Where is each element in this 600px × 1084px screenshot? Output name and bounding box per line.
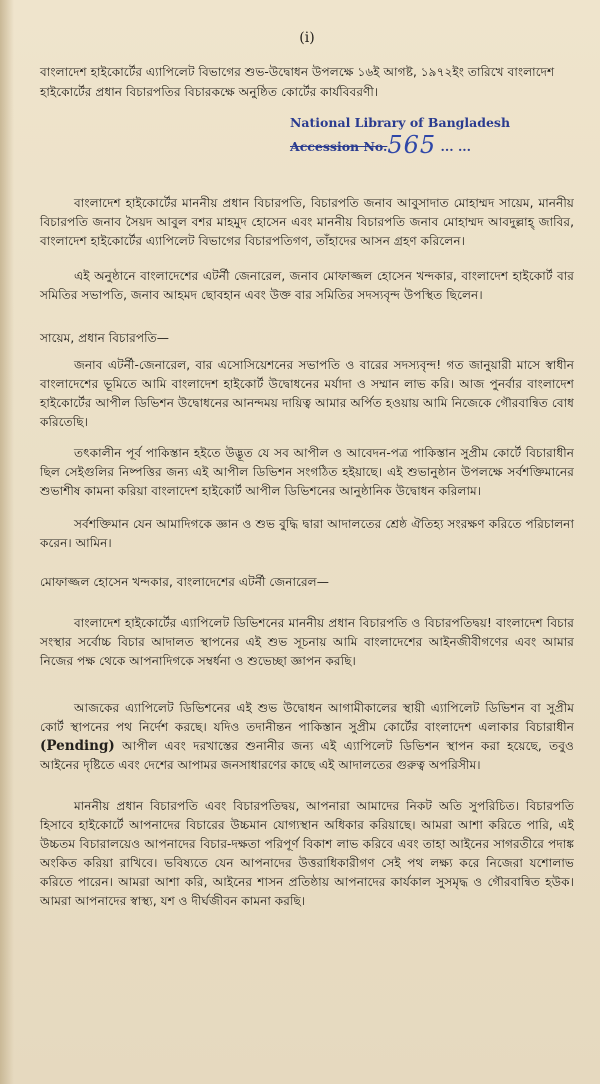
- paragraph-ag-significance: [40, 699, 574, 775]
- stamp-accession-line: [290, 131, 574, 159]
- paragraph-ag-wishes: মাননীয় প্রধান বিচারপতি এবং বিচারপতিদ্বয়, আপনারা আমাদের নিকট অতি সুপরিচিত। বিচারপতি হিসাবে হাইকোর্টে আপনাদের বিচারের উচ্চমান যোগ্যস্থান অধিকার করিয়াছে। আমরা আশা করিতে পারি, এই উচ্চতম বিচারালয়েও আপনাদের বিচার-দক্ষতা পরিপূর্ণ বিকাশ লাভ করিবে এবং তাহা আইনের সাগরতীরে পদাঙ্ক অংকিত করিয়া রাখিবে। ভবিষ্যতে যেন আপনাদের উত্তরাধিকারীগণ সেই পথ লক্ষ্য করে নিজেরা যশোলাভ করিতে পারেন। আমরা আশা করি, আইনের শাসন প্রতিষ্ঠায় আপনাদের কার্যকাল সুসমৃদ্ধ ও গৌরবান্বিত হউক। আমরা আপনাদের স্বাস্থ্য, যশ ও দীর্ঘজীবন কামনা করছি।: [40, 799, 574, 908]
- page-number: (i): [299, 30, 315, 46]
- paragraph-cj-inauguration: তৎকালীন পূর্ব পাকিস্তান হইতে উদ্ভূত যে সব আপীল ও আবেদন-পত্র পাকিস্তান সুপ্রীম কোর্টে বিচারাধীন ছিল সেইগুলির নিষ্পত্তির জন্য এই আপীল ডিভিশন সংগঠিত হইয়াছে। এই শুভানুষ্ঠান উপলক্ষে সর্বশক্তিমানের শুভাশীষ কামনা করিয়া বাংলাদেশ হাইকোর্ট আপীল ডিভিশনের আনুষ্ঠানিক উদ্বোধন করিলাম।: [40, 446, 574, 498]
- speaker-heading-attorney-general: মোফাজ্জল হোসেন খন্দকার, বাংলাদেশের এটর্নী জেনারেল—: [40, 575, 329, 589]
- p7-pending-term: (Pending): [40, 738, 115, 754]
- stamp-accession-label: Accession No.: [290, 139, 388, 154]
- library-stamp: [290, 112, 574, 158]
- stamp-dots: ... ...: [436, 139, 472, 154]
- p7-text-after: আপীল এবং দরখাস্তের শুনানীর জন্য এই এ্যাপিলেট ডিভিশন স্থাপন করা হয়েছে, তবুও আইনের দৃষ্টিতে এবং দেশের আপামর জনসাধারণের কাছে এই আদালতের গুরুত্ব অপরিসীম।: [40, 739, 574, 772]
- intro-caption: বাংলাদেশ হাইকোর্টের এ্যাপিলেট বিভাগের শুভ-উদ্বোধন উপলক্ষে ১৬ই আগষ্ট, ১৯৭২ইং তারিখে বাংলাদেশ হাইকোর্টের প্রধান বিচারপতির বিচারকক্ষে অনুষ্ঠিত কোর্টের কার্যবিবরণী।: [40, 65, 555, 99]
- paragraph-justices-seated: বাংলাদেশ হাইকোর্টের মাননীয় প্রধান বিচারপতি, বিচারপতি জনাব আবুসাদাত মোহাম্মদ সায়েম, মাননীয় বিচারপতি জনাব সৈয়দ আবুল বশর মাহমুদ হোসেন এবং মাননীয় বিচারপতি জনাব মোহাম্মদ আবদুল্লাহ্‌ জাবির, বাংলাদেশ হাইকোর্টের এ্যাপিলেট বিভাগের বিচারপতিগণ, তাঁহাদের আসন গ্রহণ করিলেন।: [40, 196, 574, 248]
- p7-text-before: আজকের এ্যাপিলেট ডিভিশনের এই শুভ উদ্বোধন আগামীকালের স্থায়ী এ্যাপিলেট ডিভিশন বা সুপ্রীম কোর্ট স্থাপনের পথ নির্দেশ করছে। যদিও তদানীন্তন পাকিস্তান সুপ্রীম কোর্টের বাংলাদেশ এলাকার বিচারাধীন: [40, 701, 574, 734]
- stamp-accession-number: 565: [387, 131, 437, 159]
- stamp-library-name: National Library of Bangladesh: [290, 115, 511, 130]
- speaker-heading-chief-justice: সায়েম, প্রধান বিচারপতি—: [40, 331, 169, 345]
- paragraph-attendance: এই অনুষ্ঠানে বাংলাদেশের এটর্নী জেনারেল, জনাব মোফাজ্জল হোসেন খন্দকার, বাংলাদেশ হাইকোর্ট বার সমিতির সভাপতি, জনাব আহমদ ছোবহান এবং উক্ত বার সমিতির সদস্যবৃন্দ উপস্থিত ছিলেন।: [40, 269, 574, 302]
- paragraph-ag-felicitation: বাংলাদেশ হাইকোর্টের এ্যাপিলেট ডিভিশনের মাননীয় প্রধান বিচারপতি ও বিচারপতিদ্বয়! বাংলাদেশ বিচার সংস্থার সর্বোচ্চ বিচার আদালত স্থাপনের এই শুভ সূচনায় আমি বাংলাদেশের আইনজীবীগণের এবং আমার নিজের পক্ষ থেকে আপনাদিগকে সম্বর্ধনা ও শুভেচ্ছা জ্ঞাপন করছি।: [40, 616, 574, 668]
- page-edge-shadow: [0, 0, 14, 1084]
- paragraph-cj-prayer: সর্বশক্তিমান যেন আমাদিগকে জ্ঞান ও শুভ বুদ্ধি দ্বারা আদালতের শ্রেষ্ঠ ঐতিহ্য সংরক্ষণ করিতে পরিচালনা করেন। আমিন।: [40, 517, 574, 550]
- paragraph-cj-greeting: জনাব এটর্নী-জেনারেল, বার এসোসিয়েশনের সভাপতি ও বারের সদস্যবৃন্দ! গত জানুয়ারী মাসে স্বাধীন বাংলাদেশের ভূমিতে আমি বাংলাদেশ হাইকোর্ট উদ্বোধনের মর্যাদা ও সম্মান লাভ করি। আজ পুনর্বার বাংলাদেশ হাইকোর্টের আপীল ডিভিশন উদ্বোধনের আনন্দময় দায়িত্ব আমার অর্পিত হওয়ায় আমি নিজেকে গৌরবান্বিত বোধ করিতেছি।: [40, 358, 574, 429]
